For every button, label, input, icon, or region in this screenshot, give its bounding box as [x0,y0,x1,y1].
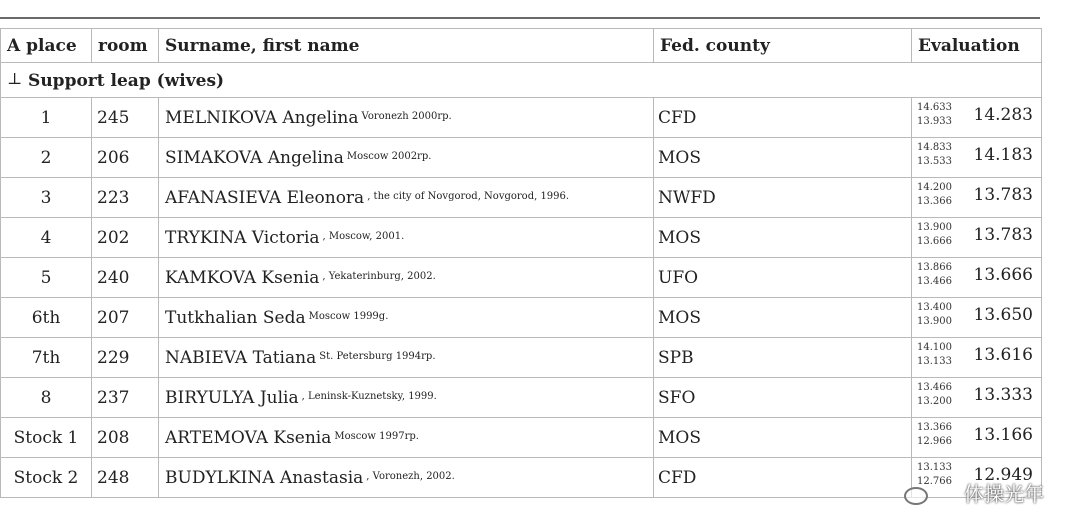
score-1: 13.133 [917,462,952,473]
athlete-info: , Voronezh, 2002. [366,470,455,482]
name-cell [159,258,654,298]
table-row [1,258,1042,298]
fed-cell: SFO [654,378,912,418]
athlete-info: Moscow 1997rp. [334,430,419,442]
final-score: 13.616 [973,345,1033,365]
score-2: 13.533 [917,156,952,167]
name-cell [159,178,654,218]
athlete-info: , Moscow, 2001. [322,230,405,242]
score-1: 14.633 [917,102,952,113]
header-eval: Evaluation [912,29,1042,63]
final-score: 12.949 [973,465,1033,485]
table-row [1,418,1042,458]
table-row [1,98,1042,138]
fed-cell: SPB [654,338,912,378]
table-row [1,218,1042,258]
fed-cell: MOS [654,418,912,458]
eval-cell [912,298,1042,338]
room-cell: 248 [92,458,159,498]
name-cell [159,218,654,258]
score-2: 13.466 [917,276,952,287]
room-cell: 202 [92,218,159,258]
eval-cell [912,138,1042,178]
vault-scores [917,381,952,409]
section-row [1,63,1042,98]
athlete-name: ARTEMOVA Ksenia [165,427,332,448]
score-2: 13.200 [917,396,952,407]
name-cell [159,378,654,418]
place-cell: 3 [1,178,92,218]
athlete-name: MELNIKOVA Angelina [165,107,359,128]
score-1: 13.400 [917,302,952,313]
table-row [1,338,1042,378]
name-cell [159,138,654,178]
results-table [0,28,1042,498]
fed-cell: MOS [654,138,912,178]
place-cell: 1 [1,98,92,138]
table-row [1,378,1042,418]
name-cell [159,338,654,378]
vault-scores [917,221,952,249]
final-score: 13.650 [973,305,1033,325]
fed-cell: CFD [654,458,912,498]
header-room: room [92,29,159,63]
eval-cell [912,378,1042,418]
athlete-name: NABIEVA Tatiana [165,347,317,368]
name-cell [159,418,654,458]
score-1: 14.100 [917,342,952,353]
place-cell: 4 [1,218,92,258]
score-1: 13.900 [917,222,952,233]
vault-scores [917,261,952,289]
athlete-name: TRYKINA Victoria [165,227,320,248]
room-cell: 245 [92,98,159,138]
vault-scores [917,141,952,169]
final-score: 13.666 [973,265,1033,285]
score-2: 12.966 [917,436,952,447]
eval-cell [912,258,1042,298]
eval-cell [912,98,1042,138]
score-1: 13.466 [917,382,952,393]
header-place: A place [1,29,92,63]
final-score: 13.166 [973,425,1033,445]
fed-cell: MOS [654,298,912,338]
fed-cell: MOS [654,218,912,258]
final-score: 14.283 [973,105,1033,125]
header-row [1,29,1042,63]
room-cell: 206 [92,138,159,178]
athlete-name: KAMKOVA Ksenia [165,267,320,288]
athlete-name: AFANASIEVA Eleonora [165,187,365,208]
athlete-info: , Leninsk-Kuznetsky, 1999. [301,390,437,402]
vault-scores [917,181,952,209]
place-cell: 2 [1,138,92,178]
table-row [1,458,1042,498]
athlete-info: , Yekaterinburg, 2002. [322,270,436,282]
name-cell [159,458,654,498]
fed-cell: NWFD [654,178,912,218]
room-cell: 223 [92,178,159,218]
final-score: 13.333 [973,385,1033,405]
table-row [1,138,1042,178]
athlete-info: Moscow 1999g. [308,310,389,322]
vault-scores [917,461,952,489]
room-cell: 207 [92,298,159,338]
vault-icon: ⊥ [7,69,23,88]
score-2: 13.366 [917,196,952,207]
vault-scores [917,101,952,129]
eval-cell [912,418,1042,458]
eval-cell [912,338,1042,378]
place-cell: Stock 1 [1,418,92,458]
final-score: 13.783 [973,185,1033,205]
vault-scores [917,421,952,449]
score-1: 13.866 [917,262,952,273]
place-cell: 5 [1,258,92,298]
final-score: 14.183 [973,145,1033,165]
room-cell: 237 [92,378,159,418]
athlete-name: SIMAKOVA Angelina [165,147,344,168]
watermark-text: 体操光年 [964,482,1044,506]
table-row [1,178,1042,218]
room-cell: 240 [92,258,159,298]
athlete-info: , the city of Novgorod, Novgorod, 1996. [367,190,570,202]
vault-scores [917,301,952,329]
athlete-info: Voronezh 2000rp. [361,110,452,122]
athlete-info: St. Petersburg 1994rp. [319,350,436,362]
fed-cell: CFD [654,98,912,138]
table-row [1,298,1042,338]
place-cell: 8 [1,378,92,418]
place-cell: Stock 2 [1,458,92,498]
fed-cell: UFO [654,258,912,298]
score-2: 13.133 [917,356,952,367]
athlete-name: BUDYLKINA Anastasia [165,467,364,488]
final-score: 13.783 [973,225,1033,245]
place-cell: 7th [1,338,92,378]
header-fed: Fed. county [654,29,912,63]
eval-cell [912,218,1042,258]
score-1: 14.200 [917,182,952,193]
room-cell: 208 [92,418,159,458]
watermark-logo-icon [904,487,928,505]
name-cell [159,298,654,338]
athlete-info: Moscow 2002rp. [346,150,432,162]
vault-scores [917,341,952,369]
score-2: 13.666 [917,236,952,247]
score-1: 14.833 [917,142,952,153]
score-1: 13.366 [917,422,952,433]
athlete-name: BIRYULYA Julia [165,387,299,408]
score-2: 13.900 [917,316,952,327]
place-cell: 6th [1,298,92,338]
name-cell [159,98,654,138]
score-2: 13.933 [917,116,952,127]
eval-cell [912,178,1042,218]
athlete-name: Tutkhalian Seda [165,307,306,328]
room-cell: 229 [92,338,159,378]
section-title: Support leap (wives) [28,71,225,91]
top-rule [0,17,1040,19]
header-name: Surname, first name [159,29,654,63]
section-cell [1,63,1042,98]
score-2: 12.766 [917,476,952,487]
